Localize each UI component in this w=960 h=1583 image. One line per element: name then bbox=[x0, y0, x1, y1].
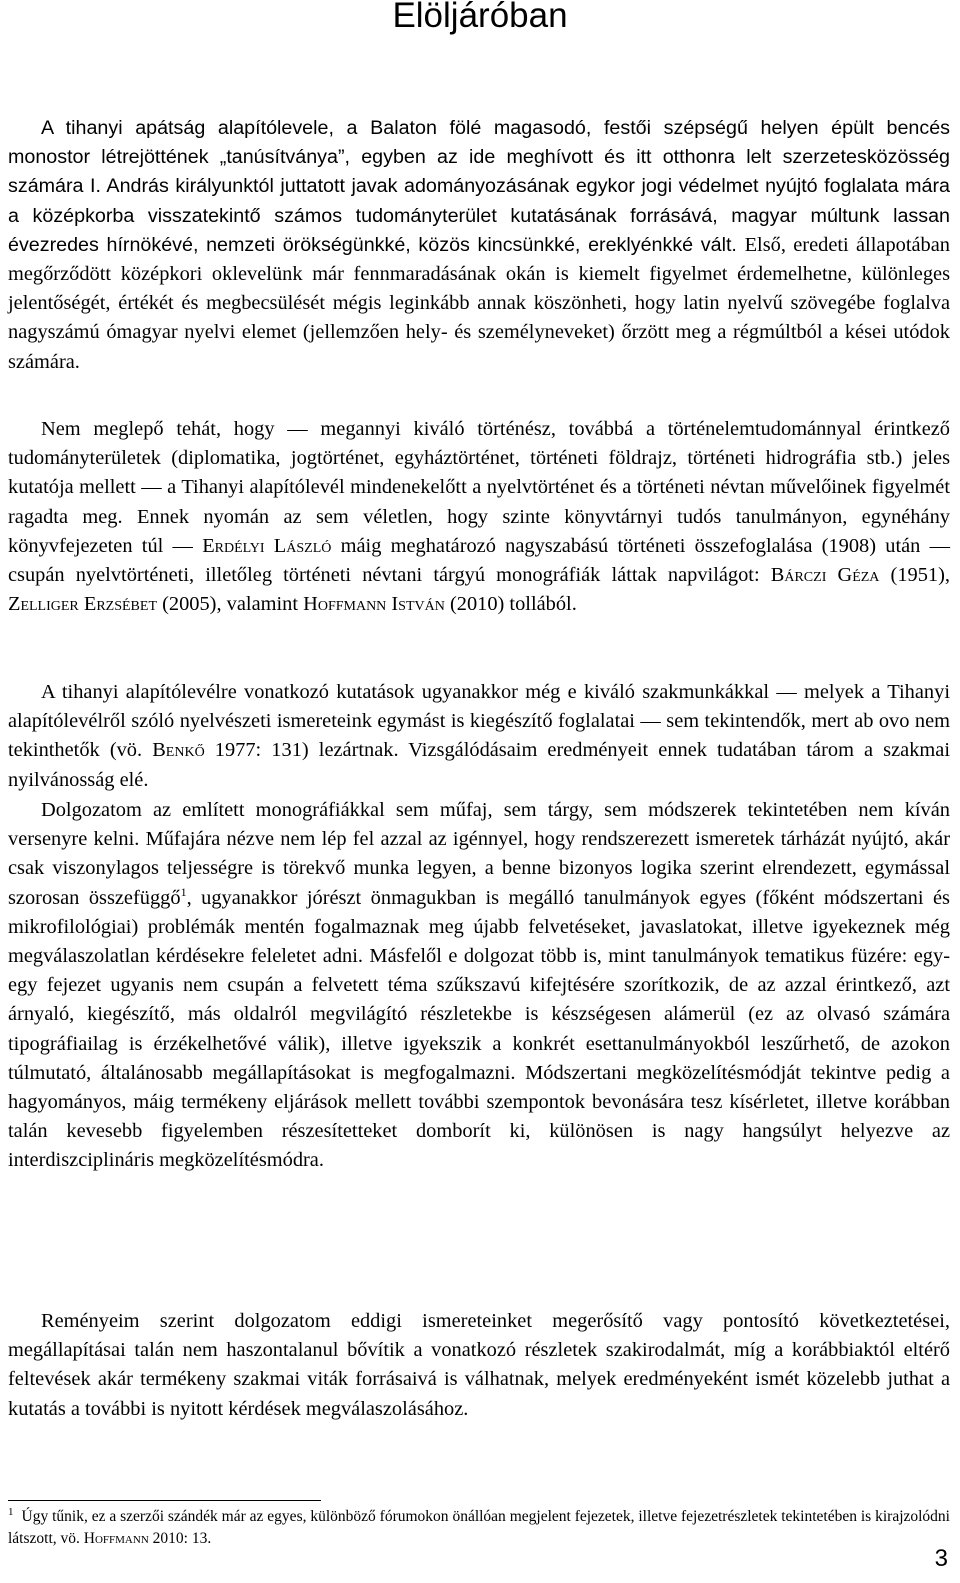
intro-text: A tihanyi apátság alapítólevele, a Balaton fölé magasodó, festői szépségű helyen épült bencés monostor létrejöttének „tanúsítványa”, egyben az ide meghívott és itt otthonra lelt szerzetesközösség számára I. András királyunktól juttatott javak adományozásának egykor jogi védelmet nyújtó foglalata mára a középkorba visszatekintő számos tudományterület kutatásának forrásává, magyar múltunk lassan évezredes hírnökévé, nemzeti örökségünkké, közös kincsünkké, ereklyénkké vált. bbox=[8, 117, 950, 256]
author-name: Hoffmann bbox=[83, 1530, 149, 1547]
paragraph-research-status bbox=[8, 678, 950, 795]
page-number: 3 bbox=[934, 1545, 948, 1572]
footnote-reference[interactable]: 1 bbox=[180, 884, 187, 899]
research-history-text: (2010) tollából. bbox=[444, 593, 577, 616]
research-status-text: A tihanyi alapítólevélre vonatkozó kutatások ugyanakkor még e kiváló szakmunkákkal ― melyek a Tihanyi alapítólevélről szóló nyelvészeti ismereteink egymást is kiegészítő foglalatai ― sem tekintendők, mert ab ovo nem tekinthetők (vö. bbox=[8, 681, 950, 762]
research-history-text: Nem meglepő tehát, hogy ― megannyi kiváló történész, továbbá a történelemtudománnyal érintkező tudományterületek (diplomatika, jogtörténet, egyháztörténet, történeti földrajz, történeti hidrográfia stb.) jeles kutatója mellett ― a Tihanyi alapítólevél mindenekelőtt a nyelvtörténet és a történeti névtan művelőinek figyelmét ragadta meg. Ennek nyomán az sem véletlen, hogy szinte könyvtárnyi tudós tanulmányon, egynéhány könyvfejezeten túl ― bbox=[8, 418, 950, 557]
research-status-text: 1977: 131) lezártnak. Vizsgálódásaim eredményeit ennek tudatában tárom a szakmai nyilvánosság elé. bbox=[8, 739, 950, 791]
footnote-number: 1 bbox=[8, 1505, 14, 1518]
paragraph-research-history bbox=[8, 415, 950, 619]
paragraph-thesis-aims bbox=[8, 796, 950, 1176]
footnote bbox=[8, 1506, 950, 1550]
intro-text-continued: Első, eredeti állapotában megőrződött középkori oklevelünk már fennmaradásának okán is kiemelt figyelmet érdemelhetne, különleges jelentőségét, értékét és megbecsülését mégis leginkább annak köszönheti, hogy latin nyelvű szövegébe foglalva nagyszámú ómagyar nyelvi elemet (jellemzően hely- és személyneveket) őrzött meg a régmúltból a kései utódok számára. bbox=[8, 233, 950, 373]
thesis-aims-text: Dolgozatom az említett monográfiákkal sem műfaj, sem tárgy, sem módszerek tekintetében nem kíván versenyre kelni. Műfajára nézve nem lép fel azzal az igénnyel, hogy rendszerezett ismeretek tárházát nyújtó, akár csak viszonylagos teljességre is törekvő munka legyen, a benne bizonyos logika szerint elrendezett, egymással szorosan összefüggő bbox=[8, 799, 950, 909]
author-name: Zelliger Erzsébet bbox=[8, 593, 157, 616]
research-history-text: máig meghatározó nagyszabású történeti összefoglalása (1908) után ― csupán nyelvtörténeti, illetőleg történeti névtani tárgyú monográfiák láttak napvilágot: bbox=[8, 534, 950, 587]
footnote-text: 2010: 13. bbox=[148, 1530, 212, 1547]
footnote-divider bbox=[8, 1500, 321, 1501]
paragraph-intro bbox=[8, 114, 950, 377]
page-title: Elöljáróban bbox=[392, 0, 568, 35]
research-history-text: (1951), bbox=[879, 564, 951, 587]
author-name: Bárczi Géza bbox=[770, 564, 880, 587]
paragraph-hopes: Reményeim szerint dolgozatom eddigi ismereteinket megerősítő vagy pontosító következtetései, megállapításai talán nem haszontalanul bővítik a vonatkozó részletek szakirodalmát, míg a korábbiaktól eltérő feltevések akár termékeny szakmai viták forrásaivá is válhatnak, melyek eredményeként ismét közelebb juthat a kutatás a további is nyitott kérdések megválaszolásához. bbox=[8, 1310, 950, 1420]
author-name: Benkő bbox=[152, 739, 205, 762]
footnote-text: Úgy tűnik, ez a szerzői szándék már az egyes, különböző fórumokon önállóan megjelent fejezetek, illetve fejezetrészletek tekintetében is kirajzolódni látszott, vö. bbox=[8, 1508, 950, 1547]
research-history-text: (2005), valamint bbox=[157, 593, 304, 616]
author-name: Erdélyi László bbox=[202, 534, 332, 557]
author-name: Hoffmann István bbox=[303, 593, 445, 616]
thesis-aims-text: , ugyanakkor jórészt önmagukban is megálló tanulmányok egyes (főként módszertani és mikrofilológiai) problémák mentén fogalmaznak meg újabb felvetéseket, javaslatokat, illetve igyekeznek még megválaszolatlan kérdésekre feleletet adni. Másfelől e dolgozat több is, mint tanulmányok tematikus füzére: egy-egy fejezet ugyanis nem csupán a felvetett téma szűkszavú kifejtésére szorítkozik, de az azzal érintkező, azt árnyaló, kiegészítő, más oldalról megvilágító részletekbe is készségesen alámerül (ez az olvasó számára tipográfiailag is érzékelhetővé válik), illetve igyekszik a konkrét esettanulmányokból leszűrhető, de azokon túlmutató, általánosabb megállapításokat is megfogalmazni. Módszertani megközelítésmódját tekintve pedig a hagyományos, máig termékeny eljárások mellett további szempontok bevonására tesz kísérletet, illetve korábban talán kevesebb figyelemben részesítetteket domborít ki, különösen is nagy hangsúlyt helyezve az interdiszciplináris megközelítésmódra. bbox=[8, 886, 950, 1172]
